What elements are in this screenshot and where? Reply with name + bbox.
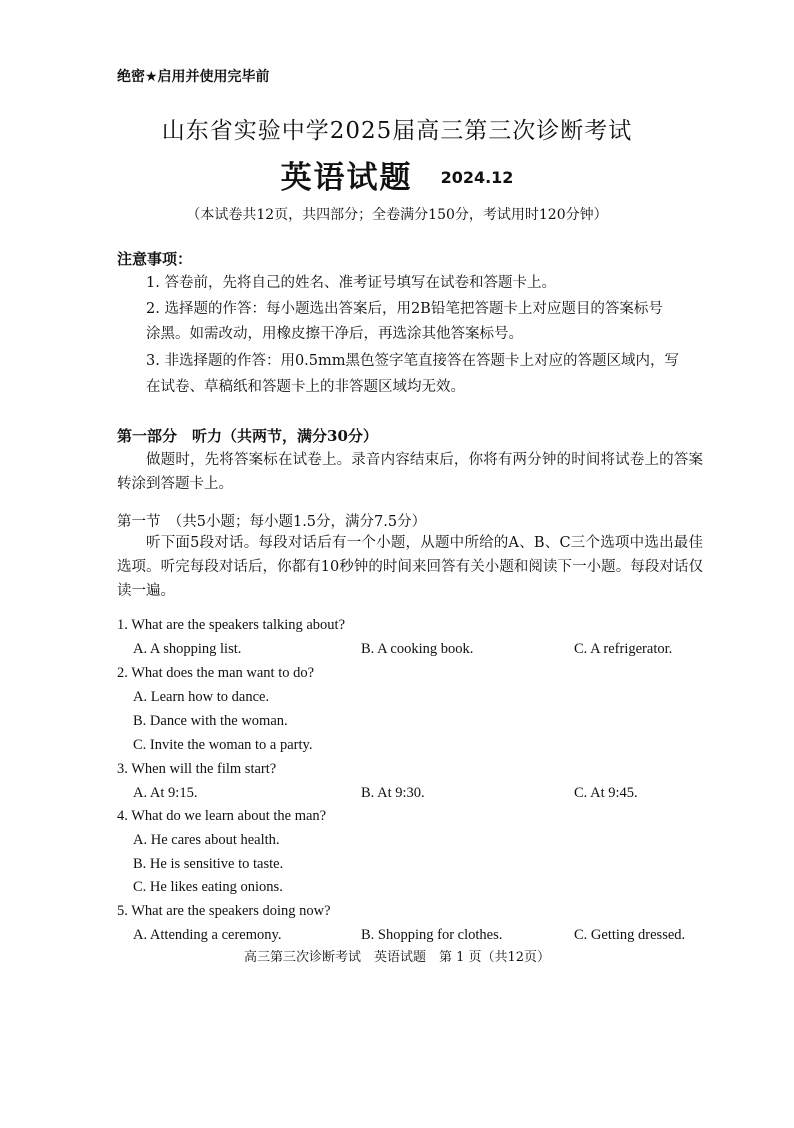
exam-info: （本试卷共12页，共四部分；全卷满分150分，考试用时120分钟） <box>186 207 608 223</box>
section-title: 第一节 （共5小题；每小题1.5分，满分7.5分） <box>117 514 427 530</box>
option-b: B. A cooking book. <box>361 641 474 657</box>
notice-line: 2. 选择题的作答：每小题选出答案后，用2B铅笔把答题卡上对应题目的答案标号 <box>146 301 663 317</box>
question-stem: 4. What do we learn about the man? <box>117 808 327 824</box>
notice-line: 在试卷、草稿纸和答题卡上的非答题区域均无效。 <box>146 379 465 395</box>
option-c: C. At 9:45. <box>574 785 638 801</box>
option-a: A. Learn how to dance. <box>133 689 270 705</box>
part-instruction: 做题时，先将答案标在试卷上。录音内容结束后，你将有两分钟的时间将试卷上的答案转涂到答题卡上。 <box>117 452 703 492</box>
subject-title: 英语试题 <box>280 160 413 196</box>
option-b: B. Dance with the woman. <box>133 713 288 729</box>
option-b: B. He is sensitive to taste. <box>133 856 284 872</box>
option-c: C. A refrigerator. <box>574 641 673 657</box>
option-c: C. Getting dressed. <box>574 927 686 943</box>
school-title: 山东省实验中学2025届高三第三次诊断考试 <box>161 118 633 144</box>
page-footer: 高三第三次诊断考试 英语试题 第 1 页（共12页） <box>243 950 551 965</box>
notice-title: 注意事项： <box>117 250 193 268</box>
exam-date: 2024.12 <box>440 168 514 187</box>
option-c: C. He likes eating onions. <box>133 879 283 895</box>
notice-line: 3. 非选择题的作答：用0.5mm黑色签字笔直接答在答题卡上对应的答题区域内，写 <box>146 353 679 369</box>
option-a: A. At 9:15. <box>133 785 198 801</box>
part-title: 第一部分 听力（共两节，满分30分） <box>117 427 378 445</box>
notice-line: 涂黑。如需改动，用橡皮擦干净后，再选涂其他答案标号。 <box>146 326 523 342</box>
option-c: C. Invite the woman to a party. <box>133 737 313 753</box>
option-b: B. At 9:30. <box>361 785 425 801</box>
option-b: B. Shopping for clothes. <box>361 927 503 943</box>
question-stem: 3. When will the film start? <box>117 761 277 777</box>
section-instruction: 听下面5段对话。每段对话后有一个小题，从题中所给的A、B、C三个选项中选出最佳选项。听完每段对话后，你都有10秒钟的时间来回答有关小题和阅读下一小题。每段对话仅读一遍。 <box>117 535 703 599</box>
notice-line: 1. 答卷前，先将自己的姓名、准考证号填写在试卷和答题卡上。 <box>146 275 556 291</box>
option-a: A. Attending a ceremony. <box>133 927 282 943</box>
option-a: A. He cares about health. <box>133 832 280 848</box>
secret-label: 绝密★启用并使用完毕前 <box>117 69 270 85</box>
option-a: A. A shopping list. <box>133 641 242 657</box>
question-stem: 5. What are the speakers doing now? <box>117 903 331 919</box>
question-stem: 1. What are the speakers talking about? <box>117 617 346 633</box>
subject-row <box>0 152 794 197</box>
question-stem: 2. What does the man want to do? <box>117 665 315 681</box>
